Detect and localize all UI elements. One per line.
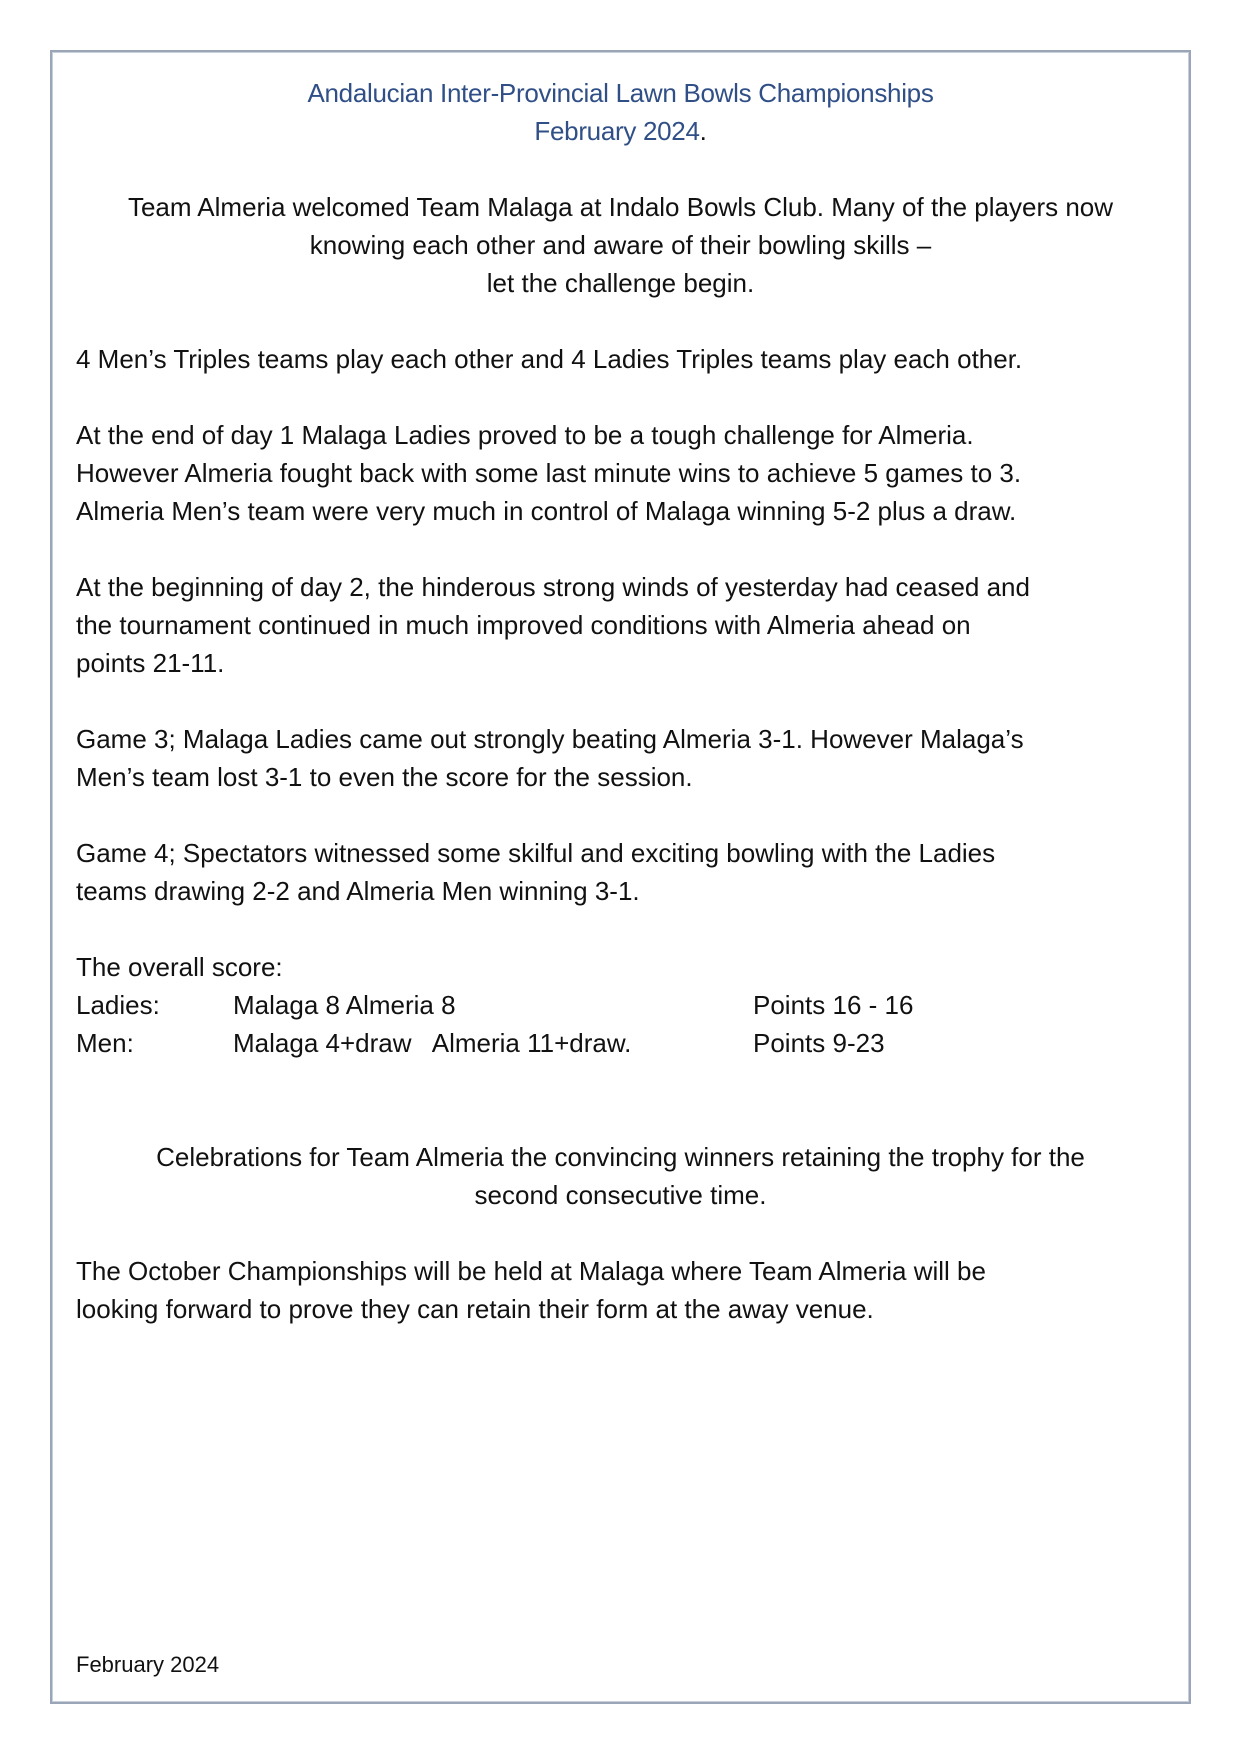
intro-paragraph <box>76 188 1165 302</box>
format-paragraph: 4 Men’s Triples teams play each other and 4 Ladies Triples teams play each other. <box>76 344 1023 374</box>
spacer <box>76 682 1165 720</box>
day2-line-1: At the beginning of day 2, the hinderous strong winds of yesterday had ceased and <box>76 572 1030 602</box>
intro-line-3: let the challenge begin. <box>486 268 755 298</box>
title-line-2 <box>76 112 1165 150</box>
score-label: Ladies: <box>76 990 160 1020</box>
day2-line-2: the tournament continued in much improved conditions with Almeria ahead on <box>76 610 971 640</box>
title-period: . <box>699 116 707 146</box>
closing-paragraph <box>76 1252 1165 1328</box>
celebration-line-1: Celebrations for Team Almeria the convincing winners retaining the trophy for the <box>156 1142 1085 1172</box>
score-points: Points 16 - 16 <box>753 990 914 1020</box>
score-points: Points 9-23 <box>753 1028 885 1058</box>
day1-line-2: However Almeria fought back with some last minute wins to achieve 5 games to 3. <box>76 458 1022 488</box>
footer-date: February 2024 <box>76 1652 220 1677</box>
overall-score <box>76 948 1165 1062</box>
score-result: Malaga 4+draw Almeria 11+draw. <box>233 1028 632 1058</box>
day2-paragraph <box>76 568 1165 682</box>
day2-line-3: points 21-11. <box>76 648 225 678</box>
celebration-line-2: second consecutive time. <box>474 1180 767 1210</box>
game3-line-2: Men’s team lost 3-1 to even the score for the session. <box>76 762 693 792</box>
spacer <box>76 1062 1165 1138</box>
page-border <box>50 50 1191 1704</box>
game4-line-1: Game 4; Spectators witnessed some skilful and exciting bowling with the Ladies <box>76 838 996 868</box>
document-title <box>76 74 1165 150</box>
intro-line-2: knowing each other and aware of their bowling skills – <box>309 230 932 260</box>
day1-paragraph <box>76 416 1165 530</box>
spacer <box>76 530 1165 568</box>
title-date: February 2024 <box>534 116 700 146</box>
day1-line-3: Almeria Men’s team were very much in control of Malaga winning 5-2 plus a draw. <box>76 496 1017 526</box>
spacer <box>76 378 1165 416</box>
score-row-ladies <box>76 986 1165 1024</box>
spacer <box>76 150 1165 188</box>
game4-paragraph <box>76 834 1165 910</box>
overall-score-heading: The overall score: <box>76 952 283 982</box>
spacer <box>76 796 1165 834</box>
document-body <box>76 74 1165 1702</box>
spacer <box>76 910 1165 948</box>
spacer <box>76 1214 1165 1252</box>
intro-line-1: Team Almeria welcomed Team Malaga at Indalo Bowls Club. Many of the players now <box>127 192 1114 222</box>
day1-line-1: At the end of day 1 Malaga Ladies proved to be a tough challenge for Almeria. <box>76 420 974 450</box>
celebration-paragraph <box>76 1138 1165 1214</box>
score-label: Men: <box>76 1028 134 1058</box>
game4-line-2: teams drawing 2-2 and Almeria Men winning 3-1. <box>76 876 640 906</box>
score-result: Malaga 8 Almeria 8 <box>233 990 456 1020</box>
game3-paragraph <box>76 720 1165 796</box>
closing-line-2: looking forward to prove they can retain their form at the away venue. <box>76 1294 874 1324</box>
spacer <box>76 302 1165 340</box>
game3-line-1: Game 3; Malaga Ladies came out strongly beating Almeria 3-1. However Malaga’s <box>76 724 1024 754</box>
title-line-1: Andalucian Inter-Provincial Lawn Bowls Championships <box>307 78 934 108</box>
closing-line-1: The October Championships will be held at Malaga where Team Almeria will be <box>76 1256 986 1286</box>
score-row-men <box>76 1024 1165 1062</box>
